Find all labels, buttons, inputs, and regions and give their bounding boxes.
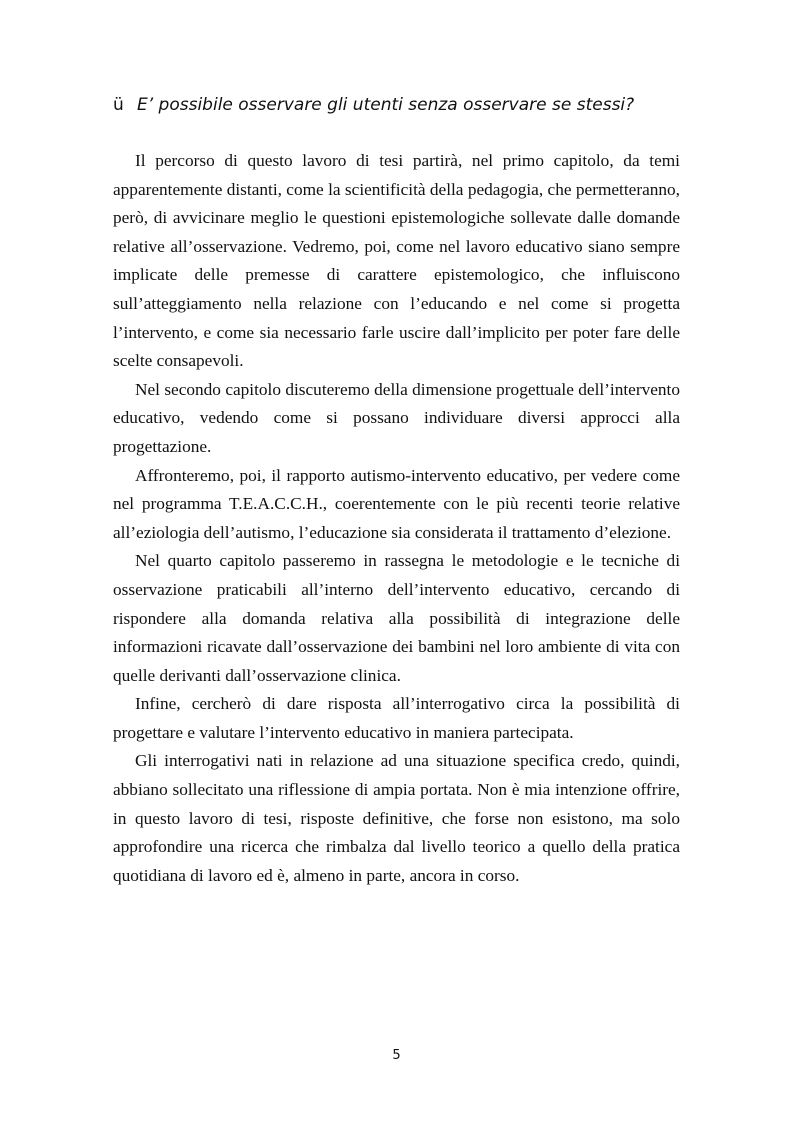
paragraph: Il percorso di questo lavoro di tesi partirà, nel primo capitolo, da temi apparentemente distanti, come la scientificità della pedagogia, che permetteranno, però, di avvicinare meglio le questioni epistemologiche sollevate dalle domande relative all’osservazione. Vedremo, poi, come nel lavoro educativo siano sempre implicate delle premesse di carattere epistemologico, che influiscono sull’atteggiamento nella relazione con l’educando e nel come si progetta l’intervento, e come sia necessario farle uscire dall’implicito per poter fare delle scelte consapevoli.: [113, 151, 680, 371]
paragraph: Affronteremo, poi, il rapporto autismo-intervento educativo, per vedere come nel programma T.E.A.C.C.H., coerentemente con le più recenti teorie relative all’eziologia dell’autismo, l’educazione sia considerata il trattamento d’elezione.: [113, 465, 680, 542]
paragraph: Nel secondo capitolo discuteremo della dimensione progettuale dell’intervento educativo, vedendo come si possano individuare diversi approcci alla progettazione.: [113, 379, 680, 456]
body-text: [113, 147, 680, 890]
check-bullet-icon: ü: [113, 95, 124, 115]
paragraph: Nel quarto capitolo passeremo in rassegna le metodologie e le tecniche di osservazione praticabili all’interno dell’intervento educativo, cercando di rispondere alla domanda relativa alla possibilità di integrazione delle informazioni ricavate dall’osservazione dei bambini nel loro ambiente di vita con quelle derivanti dall’osservazione clinica.: [113, 551, 680, 685]
paragraph: Infine, cercherò di dare risposta all’interrogativo circa la possibilità di progettare e valutare l’intervento educativo in maniera partecipata.: [113, 694, 680, 742]
question-heading: [113, 93, 713, 117]
page-number: 5: [392, 1048, 401, 1063]
paragraph: Gli interrogativi nati in relazione ad una situazione specifica credo, quindi, abbiano sollecitato una riflessione di ampia portata. Non è mia intenzione offrire, in questo lavoro di tesi, risposte definitive, che forse non esistono, ma solo approfondire una ricerca che rimbalza dal livello teorico a quello della pratica quotidiana di lavoro ed è, almeno in parte, ancora in corso.: [113, 751, 680, 885]
question-text: E’ possibile osservare gli utenti senza osservare se stessi?: [137, 95, 635, 115]
